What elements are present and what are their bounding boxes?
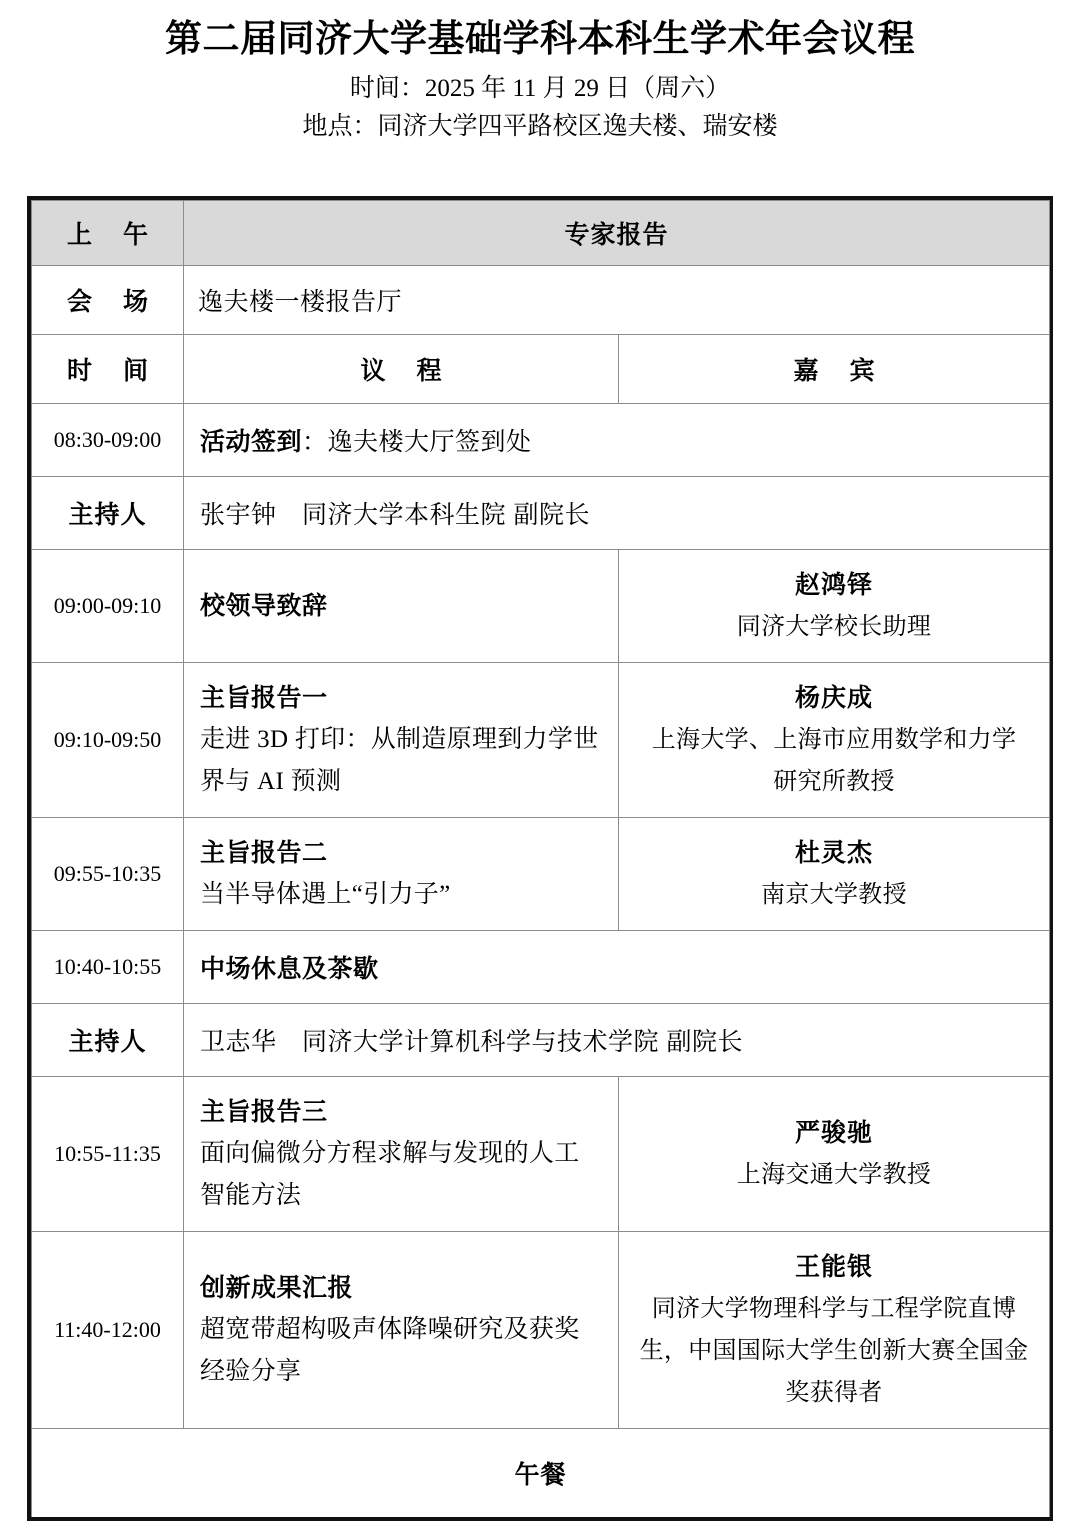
agenda-content xyxy=(184,663,618,817)
guest-column-header-cell xyxy=(619,335,1050,404)
column-header-row xyxy=(32,335,1050,404)
agenda-detail: ：逸夫楼大厅签到处 xyxy=(302,429,532,456)
guest-affiliation-line: 生，中国国际大学生创新大赛全国金 xyxy=(639,1338,1029,1364)
guest-affiliation-line: 研究所教授 xyxy=(773,769,895,795)
agenda-cell xyxy=(184,1077,619,1232)
agenda-subtitle: 当半导体遇上“引力子” xyxy=(200,881,451,908)
session-label-cell xyxy=(32,201,184,266)
guest-content xyxy=(619,818,1049,930)
guest-affiliation-line: 同济大学校长助理 xyxy=(736,614,932,640)
lunch-cell xyxy=(32,1429,1050,1518)
session-band-row xyxy=(32,201,1050,266)
session-label: 上 午 xyxy=(67,221,160,249)
agenda-title: 中场休息及茶歇 xyxy=(200,955,379,983)
table-row xyxy=(32,931,1050,1004)
venue-value-cell xyxy=(184,266,1050,335)
event-date-line: 时间：2025 年 11 月 29 日（周六） xyxy=(349,75,731,102)
guest-affiliation-line: 上海大学、上海市应用数学和力学 xyxy=(651,727,1017,753)
guest-content xyxy=(619,663,1049,817)
agenda-text xyxy=(184,404,1049,476)
agenda-subtitle: 走进 3D 打印：从制造原理到力学世界与 AI 预测 xyxy=(200,726,599,795)
host-label-cell xyxy=(32,477,184,550)
guest-cell xyxy=(619,1077,1050,1232)
table-row xyxy=(32,818,1050,931)
event-location-line: 地点：同济大学四平路校区逸夫楼、瑞安楼 xyxy=(302,113,778,140)
agenda-title: 创新成果汇报 xyxy=(200,1274,354,1302)
agenda-cell xyxy=(184,550,619,663)
time-value: 09:10-09:50 xyxy=(53,727,162,752)
document-header xyxy=(0,0,1080,146)
time-value: 09:55-10:35 xyxy=(53,861,162,886)
guest-cell xyxy=(619,1232,1050,1429)
time-value: 10:55-11:35 xyxy=(54,1141,161,1166)
host-value-cell xyxy=(184,1004,1050,1077)
agenda-subtitle: 面向偏微分方程求解与发现的人工智能方法 xyxy=(200,1140,580,1209)
guest-affiliation-line: 南京大学教授 xyxy=(761,882,907,908)
host-label-cell xyxy=(32,1004,184,1077)
time-cell xyxy=(32,404,184,477)
page-title: 第二届同济大学基础学科本科生学术年会议程 xyxy=(165,18,915,59)
agenda-content xyxy=(184,1077,618,1231)
table-row xyxy=(32,477,1050,550)
venue-label-cell xyxy=(32,266,184,335)
guest-name: 杨庆成 xyxy=(795,684,874,712)
guest-content xyxy=(619,1098,1049,1210)
time-cell xyxy=(32,550,184,663)
agenda-column-header: 议 程 xyxy=(360,357,454,385)
agenda-title: 活动签到 xyxy=(200,428,303,456)
time-cell xyxy=(32,1077,184,1232)
table-row xyxy=(32,1004,1050,1077)
host-label: 主持人 xyxy=(68,1028,147,1056)
table-row xyxy=(32,1077,1050,1232)
time-value: 08:30-09:00 xyxy=(53,427,162,452)
time-cell xyxy=(32,931,184,1004)
time-cell xyxy=(32,1232,184,1429)
host-value: 张宇钟 同济大学本科生院 副院长 xyxy=(200,501,590,529)
venue-row xyxy=(32,266,1050,335)
time-cell xyxy=(32,818,184,931)
session-title: 专家报告 xyxy=(564,221,669,249)
lunch-label: 午餐 xyxy=(514,1461,567,1489)
agenda-table-container xyxy=(27,196,1053,1521)
guest-cell xyxy=(619,550,1050,663)
time-value: 09:00-09:10 xyxy=(53,593,162,618)
host-label: 主持人 xyxy=(68,501,147,529)
guest-cell xyxy=(619,818,1050,931)
agenda-cell xyxy=(184,663,619,818)
table-row xyxy=(32,404,1050,477)
agenda-table xyxy=(31,200,1050,1517)
lunch-row xyxy=(32,1429,1050,1518)
guest-name: 王能银 xyxy=(795,1253,874,1281)
time-value: 10:40-10:55 xyxy=(53,954,162,979)
guest-content xyxy=(619,550,1049,662)
guest-affiliation-line: 同济大学物理科学与工程学院直博 xyxy=(651,1296,1017,1322)
agenda-cell xyxy=(184,1232,619,1429)
agenda-subtitle: 超宽带超构吸声体降噪研究及获奖经验分享 xyxy=(200,1316,580,1385)
agenda-content xyxy=(184,818,618,930)
agenda-title: 主旨报告三 xyxy=(200,1098,328,1126)
agenda-title: 主旨报告二 xyxy=(200,839,328,867)
guest-name: 严骏驰 xyxy=(795,1119,874,1147)
agenda-cell xyxy=(184,404,1050,477)
time-cell xyxy=(32,663,184,818)
table-row xyxy=(32,1232,1050,1429)
agenda-column-header-cell xyxy=(184,335,619,404)
guest-name: 杜灵杰 xyxy=(795,839,874,867)
host-value-cell xyxy=(184,477,1050,550)
agenda-content xyxy=(184,1253,618,1407)
agenda-title: 主旨报告一 xyxy=(200,684,328,712)
time-column-header-cell xyxy=(32,335,184,404)
time-value: 11:40-12:00 xyxy=(54,1317,161,1342)
host-value: 卫志华 同济大学计算机科学与技术学院 副院长 xyxy=(200,1028,743,1056)
table-row xyxy=(32,550,1050,663)
guest-cell xyxy=(619,663,1050,818)
agenda-cell xyxy=(184,931,1050,1004)
guest-name: 赵鸿铎 xyxy=(795,571,874,599)
guest-content xyxy=(619,1232,1049,1428)
venue-label: 会 场 xyxy=(67,288,160,316)
agenda-title: 校领导致辞 xyxy=(200,592,328,620)
session-title-cell xyxy=(184,201,1050,266)
time-column-header: 时 间 xyxy=(67,357,160,385)
guest-column-header: 嘉 宾 xyxy=(793,357,887,385)
table-row xyxy=(32,663,1050,818)
agenda-cell xyxy=(184,818,619,931)
venue-value: 逸夫楼一楼报告厅 xyxy=(198,288,403,316)
guest-affiliation-line: 上海交通大学教授 xyxy=(736,1162,932,1188)
guest-affiliation-line: 奖获得者 xyxy=(785,1380,883,1406)
agenda-content xyxy=(184,571,618,641)
agenda-text xyxy=(184,931,1049,1003)
